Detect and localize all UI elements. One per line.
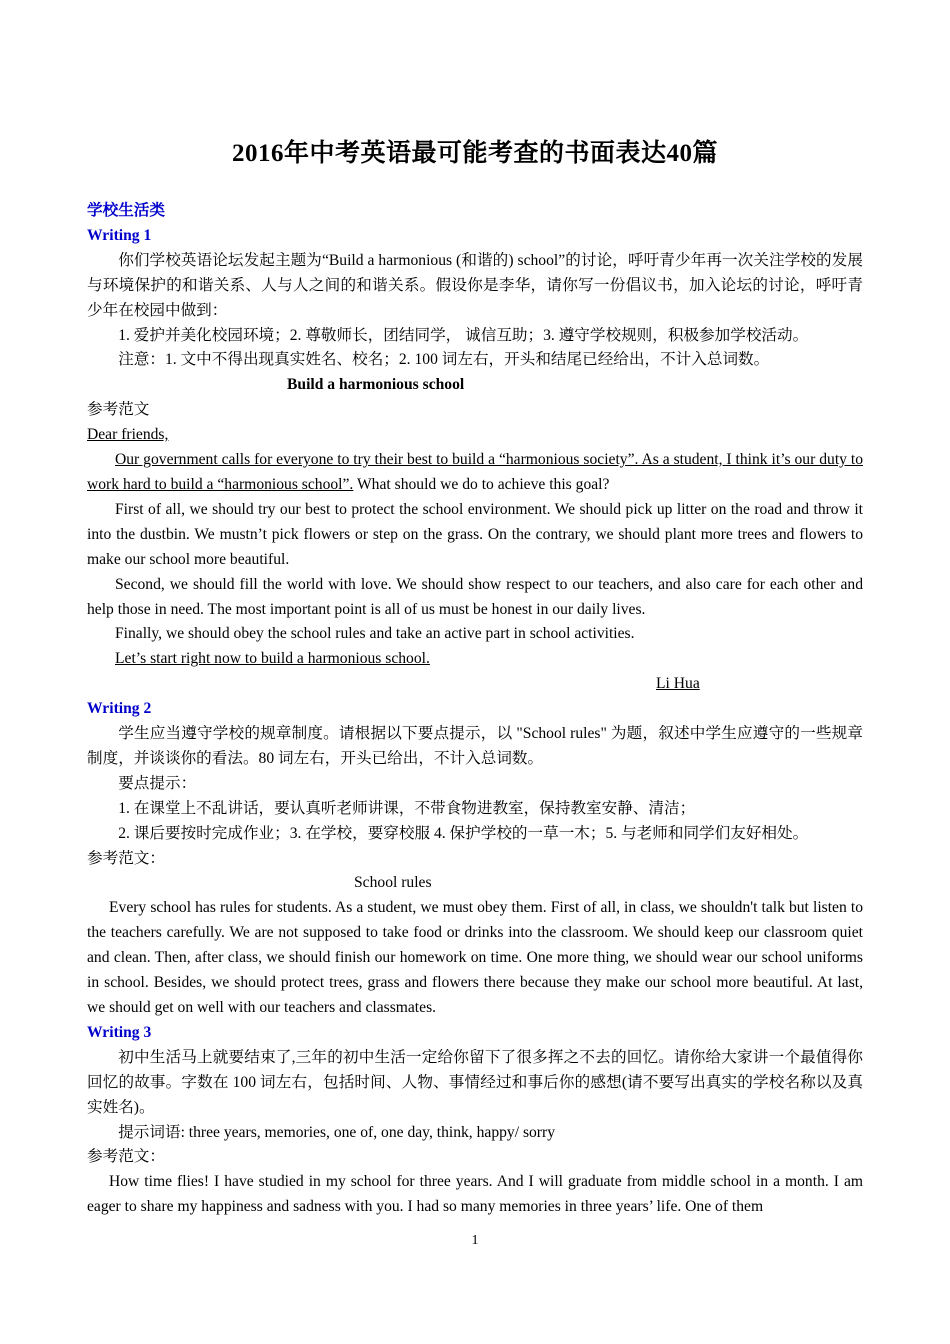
writing-1-points: 1. 爱护并美化校园环境；2. 尊敬师长，团结同学， 诚信互助；3. 遵守学校规则，积极参加学校活动。 [118,326,809,344]
writing-1-note: 注意：1. 文中不得出现真实姓名、校名；2. 100 词左右，开头和结尾已经给出，不计入总词数。 [118,351,770,369]
writing-2-heading: Writing 2 [87,700,152,718]
writing-2-essay-title: School rules [354,874,432,892]
writing-2-essay: Every school has rules for students. As a student, we must obey them. First of all, in class, we shouldn't talk but listen to the teachers carefully. We are not supposed to take food or drinks into the classroom. We should keep our classroom quiet and clean. Then, after class, we should finish our homework on time. One more thing, we should wear our school uniforms in school. Besides, we should protect trees, grass and flowers there because they make our school more beautiful. At last, we should get on well with our teachers and classmates. [87,899,863,1016]
signature-text: Li Hua [656,675,700,693]
document-title: 2016年中考英语最可能考查的书面表达40篇 [231,140,718,167]
writing-3-sample-label: 参考范文： [87,1148,165,1166]
page-number: 1 [471,1233,479,1248]
writing-2-prompt: 学生应当遵守学校的规章制度。请根据以下要点提示，以 "School rules" 为题，叙述中学生应遵守的一些规章制度，并谈谈你的看法。80 词左右，开头已给出，不计入总词数。 [87,725,863,767]
writing-3-prompt: 初中生活马上就要结束了,三年的初中生活一定给你留下了很多挥之不去的回忆。请你给大家讲一个最值得你回忆的故事。字数在 100 词左右，包括时间、人物、事情经过和事后你的感想(请不要写出真实的学校名称以及真实姓名)。 [87,1048,863,1116]
writing-1-prompt: 你们学校英语论坛发起主题为“Build a harmonious (和谐的) school”的讨论，呼吁青少年再一次关注学校的发展与环境保护的和谐关系、人与人之间的和谐关系。假设你是李华，请你写一份倡议书，加入论坛的讨论，呼吁青少年在校园中做到： [87,251,863,319]
writing-1-heading: Writing 1 [87,226,152,244]
writing-1-greeting [87,423,863,448]
writing-1-paragraph-1 [87,448,863,498]
writing-1-closing [87,647,863,672]
writing-2-hint-1: 1. 在课堂上不乱讲话，要认真听老师讲课，不带食物进教室，保持教室安静、清洁； [118,799,696,817]
writing-1-paragraph-2: First of all, we should try our best to protect the school environment. We should pick up litter on the road and throw it into the dustbin. We mustn’t pick flowers or step on the grass. On the contrary, we should plant more trees and flowers to make our school more beautiful. [87,500,863,568]
writing-3-hint-words: 提示词语: three years, memories, one of, one day, think, happy/ sorry [118,1123,555,1141]
writing-2-hint-2: 2. 课后要按时完成作业；3. 在学校，要穿校服 4. 保护学校的一草一木；5. 与老师和同学们友好相处。 [118,824,809,842]
underlined-text: Our government calls for everyone to try their best to build a “harmonious society”. As a student, I think it’s our duty to work hard to build a “harmonious school”. [87,451,863,493]
writing-2-sample-label: 参考范文： [87,849,165,867]
section-heading: 学校生活类 [87,202,165,219]
writing-3-essay: How time flies! I have studied in my school for three years. And I will graduate from middle school in a month. I am eager to share my happiness and sadness with you. I had so many memories in three years’ life. One of them [87,1173,863,1216]
writing-1-sample-label: 参考范文 [87,401,150,419]
writing-2-hints-label: 要点提示： [118,774,197,792]
writing-1-signature [87,672,863,697]
paragraph-text: What should we do to achieve this goal? [353,475,610,493]
writing-1-essay-title: Build a harmonious school [287,376,465,394]
closing-text: Let’s start right now to build a harmonious school. [115,650,430,668]
writing-3-heading: Writing 3 [87,1023,152,1041]
writing-1-paragraph-4: Finally, we should obey the school rules and take an active part in school activities. [115,625,635,643]
greeting-text: Dear friends, [87,426,169,444]
document-body [87,199,863,1220]
writing-1-paragraph-3: Second, we should fill the world with love. We should show respect to our teachers, and also care for each other and help those in need. The most important point is all of us must be honest in our daily lives. [87,575,863,618]
